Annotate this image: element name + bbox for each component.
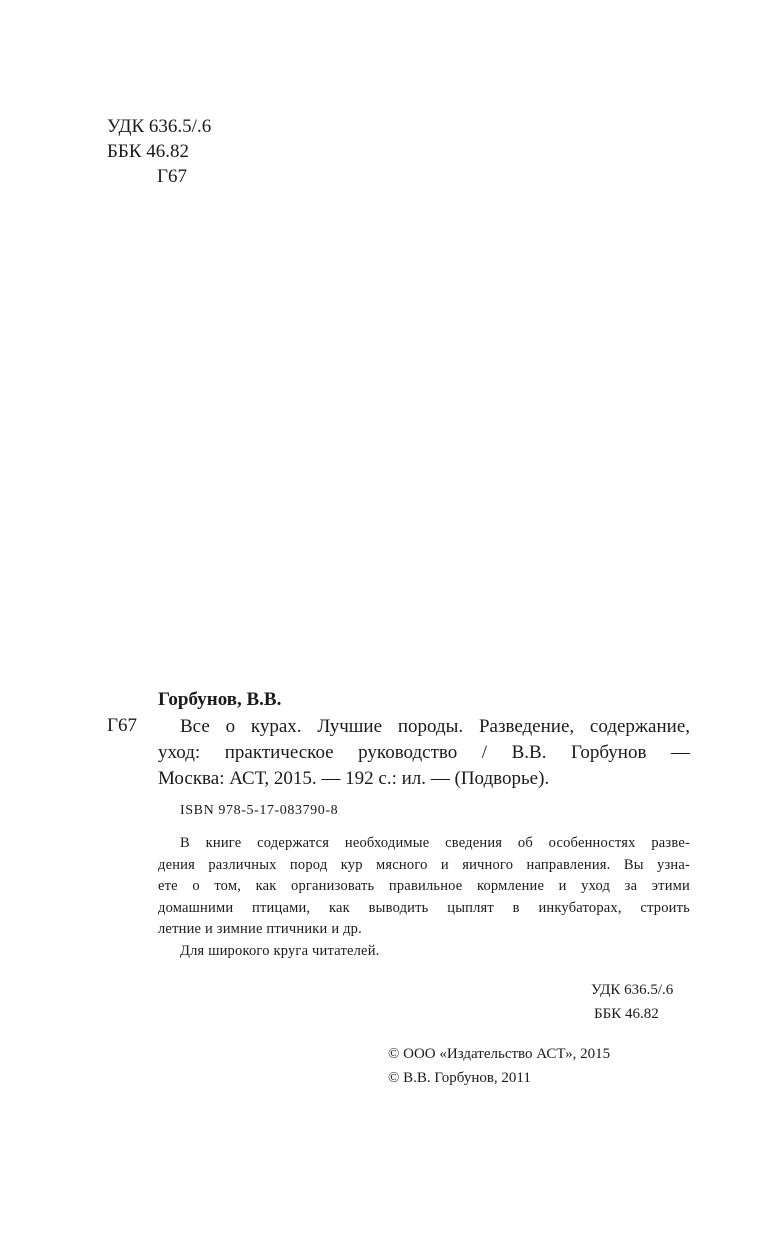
bottom-bbk-code: ББК 46.82 [594,1006,659,1022]
annotation-block [158,833,690,962]
title-line: уход: практическое руководство / В.В. Горбунов — [158,742,690,763]
annotation-line: летние и зимние птичники и др. [158,921,362,937]
title-line: Все о курах. Лучшие породы. Разведение, содержание, [180,716,690,737]
annotation-line: ете о том, как организовать правильное кормление и уход за этими [158,878,690,894]
copyright-publisher: © ООО «Издательство АСТ», 2015 [388,1046,611,1062]
record-cutter-code: Г67 [107,715,137,736]
top-classification-block [107,114,211,189]
bibliographic-description [158,714,690,792]
cutter-code: Г67 [157,166,187,187]
audience-note: Для широкого круга читателей. [180,942,380,959]
copyright-author: © В.В. Горбунов, 2011 [388,1070,531,1086]
annotation-line: дения различных пород кур мясного и яичного направления. Вы узна- [158,856,690,873]
isbn: ISBN 978-5-17-083790-8 [180,803,339,818]
annotation-line: домашними птицами, как выводить цыплят в инкубаторах, строить [158,899,690,916]
author-heading: Горбунов, В.В. [158,689,282,710]
title-line: Москва: АСТ, 2015. — 192 с.: ил. — (Подворье). [158,768,550,789]
annotation-line: В книге содержатся необходимые сведения об особенностях разве- [180,835,690,851]
bbk-code: ББК 46.82 [107,141,189,162]
udk-code: УДК 636.5/.6 [107,116,212,137]
bottom-udk-code: УДК 636.5/.6 [591,982,674,998]
